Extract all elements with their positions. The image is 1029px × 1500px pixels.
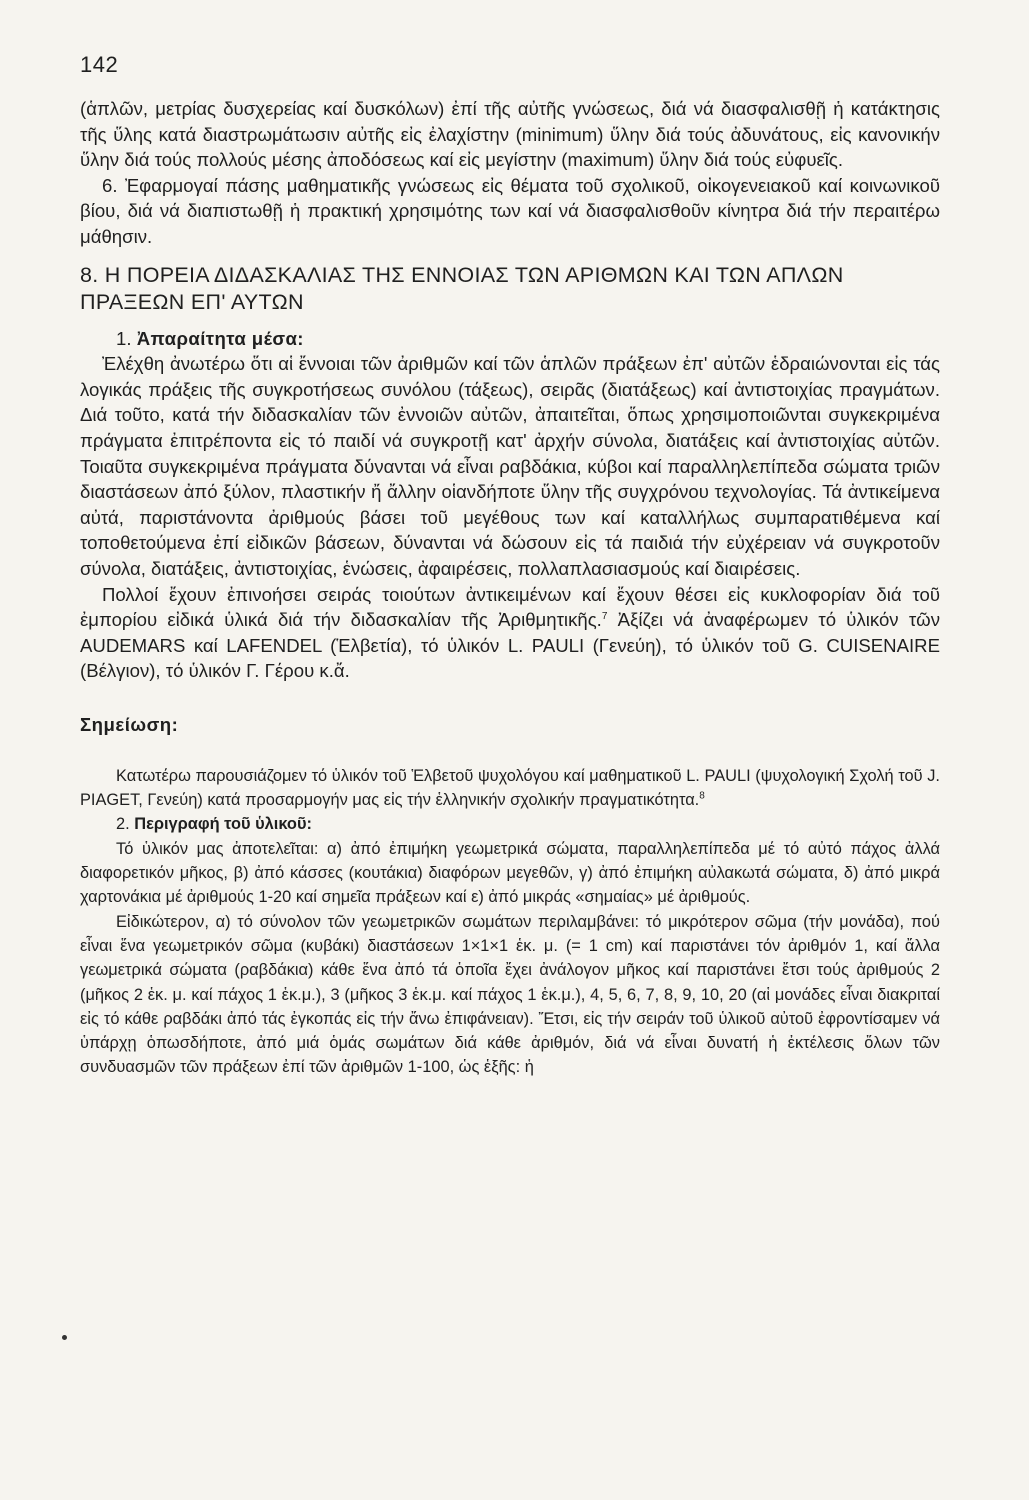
section-heading: 8. Η ΠΟΡΕΙΑ ΔΙΔΑΣΚΑΛΙΑΣ ΤΗΣ ΕΝΝΟΙΑΣ ΤΩΝ ΑΡΙΘΜΩΝ ΚΑΙ ΤΩΝ ΑΠΛΩΝ ΠΡΑΞΕΩΝ ΕΠ' ΑΥΤΩΝ (80, 262, 844, 314)
note-paragraph-text: Κατωτέρω παρουσιάζομεν τό ὑλικόν τοῦ Ἑλβετοῦ ψυχολόγου καί μαθηματικοῦ L. PAULI (ψυχολογική Σχολή τοῦ J. PIAGET, Γενεύη) κατά προσαρμογήν μας εἰς τήν ἑλληνικήν σχολικήν πραγματικότητα. (80, 766, 940, 810)
paragraph-materials-text: Πολλοί ἔχουν ἐπινοήσει σειράς τοιούτων ἀντικειμένων καί ἔχουν θέσει εἰς κυκλοφορίαν διά τοῦ ἐμπορίου εἰδικά ὑλικά διά τήν διδασκαλίαν τῆς Ἀριθμητικῆς. (80, 583, 940, 631)
book-page (80, 52, 940, 1080)
paragraph-materials (80, 582, 940, 684)
note-paragraph (80, 764, 940, 813)
paragraph-means: Ἐλέχθη ἀνωτέρω ὅτι αἱ ἔννοιαι τῶν ἀριθμῶν καί τῶν ἁπλῶν πράξεων ἐπ' αὐτῶν ἑδραιώνονται εἰς τάς λογικάς πράξεις τῆς συγκροτήσεως συνόλου (τάξεως), σειρᾶς (διατάξεως) καί ἀντιστοιχίας πραγμάτων. Διά τοῦτο, κατά τήν διδασκαλίαν τῶν ἐννοιῶν αὐτῶν, ἀπαιτεῖται, ὅπως χρησιμοποιῶνται συγκεκριμένα πράγματα ἐπιτρέποντα εἰς τό παιδί νά συγκροτῇ κατ' ἀρχήν σύνολα, διατάξεις καί ἀντιστοιχίας αὐτῶν. Τοιαῦτα συγκεκριμένα πράγματα δύνανται νά εἶναι ραβδάκια, κύβοι καί παραλληλεπίπεδα σώματα τριῶν διαστάσεων ἀπό ξύλον, πλαστικήν ἤ ἄλλην οἱανδήποτε ὕλην τῆς συγχρόνου τεχνολογίας. Τά ἀντικείμενα αὐτά, παριστάνοντα ἀριθμούς βάσει τοῦ μεγέθους των καί καταλλήλως συμπαρατιθέμενα καί τοποθετούμενα ἐπί εἰδικῶν βάσεων, δύνανται νά δώσουν εἰς τά παιδιά τήν εὐχέρειαν νά συγκροτοῦν σύνολα, διατάξεις, ἀντιστοιχίας, ἑνώσεις, ἀφαιρέσεις, πολλαπλασιασμούς καί διαιρέσεις. (80, 353, 940, 579)
subsection-2-number: 2. (116, 815, 130, 834)
subsection-1-label: Ἀπαραίτητα μέσα: (136, 327, 304, 349)
paragraph-continuation: (ἁπλῶν, μετρίας δυσχερείας καί δυσκόλων) ἐπί τῆς αὐτῆς γνώσεως, διά νά διασφαλισθῇ ἡ κατάκτησις τῆς ὕλης κατά διαστρωμάτωσιν αὐτῆς εἰς ἐλαχίστην (minimum) ὕλην διά τούς ἀδυνάτους, εἰς κανονικήν ὕλην διά τούς πολλούς μέσης ἀποδόσεως καί εἰς μεγίστην (maximum) ὕλην διά τούς εὐφυεῖς. (80, 98, 940, 171)
subsection-2-title (80, 812, 940, 836)
paragraph-material-list: Τό ὑλικόν μας ἀποτελεῖται: α) ἀπό ἐπιμήκη γεωμετρικά σώματα, παραλληλεπίπεδα μέ τό αὐτό πάχος ἀλλά διαφορετικόν μῆκος, β) ἀπό κάσσες (κουτάκια) διαφόρων μεγεθῶν, γ) ἀπό ἐπιμήκη αὐλακωτά σώματα, δ) ἀπό μικρά χαρτονάκια μέ ἀριθμούς 1-20 καί σημεῖα πράξεων καί ε) ἀπό μικράς «σημαίας» μέ ἀριθμούς. (80, 839, 940, 907)
subsection-2-label: Περιγραφή τοῦ ὑλικοῦ: (134, 815, 312, 834)
subsection-1-title (80, 326, 940, 352)
margin-dot (62, 1335, 67, 1340)
footnote-ref-7: 7 (601, 610, 608, 622)
paragraph-materials-text-2: Ἀξίζει νά ἀναφέρωμεν τό ὑλικόν τῶν AUDEMARS καί LAFENDEL (Ἑλβετία), τό ὑλικόν L. PAULI (Γενεύη), τό ὑλικόν τοῦ G. CUISENAIRE (Βέλγιον), τό ὑλικόν Γ. Γέρου κ.ἄ. (80, 609, 940, 682)
paragraph-item-6: 6. Ἐφαρμογαί πάσης μαθηματικῆς γνώσεως εἰς θέματα τοῦ σχολικοῦ, οἰκογενειακοῦ καί κοινωνικοῦ βίου, διά νά διαπιστωθῇ ἡ πρακτική χρησιμότης των καί νά διασφαλισθοῦν κίνητρα διά τήν περαιτέρω μάθησιν. (80, 174, 940, 247)
note-heading: Σημείωση: (80, 713, 179, 735)
paragraph-material-details: Εἰδικώτερον, α) τό σύνολον τῶν γεωμετρικῶν σωμάτων περιλαμβάνει: τό μικρότερον σῶμα (τήν μονάδα), πού εἶναι ἕνα γεωμετρικόν σῶμα (κυβάκι) διαστάσεων 1×1×1 ἑκ. μ. (= 1 cm) καί παριστάνει τόν ἀριθμόν 1, καί ἄλλα γεωμετρικά σώματα (ραβδάκια) κάθε ἕνα ἀπό τά ὁποῖα ἔχει ἀνάλογον μῆκος καί παριστάνει ἔτσι τούς ἀριθμούς 2 (μῆκος 2 ἑκ. μ. καί πάχος 1 ἑκ.μ.), 3 (μῆκος 3 ἑκ.μ. καί πάχος 1 ἑκ.μ.), 4, 5, 6, 7, 8, 9, 10, 20 (αἱ μονάδες εἶναι διακριταί εἰς τό κάθε ραβδάκι ἀπό τάς ἐγκοπάς εἰς τήν ἄνω ἐπιφάνειαν). Ἔτσι, εἰς τήν σειράν τοῦ ὑλικοῦ αὐτοῦ ἐφροντίσαμεν νά ὑπάρχῃ ὁπωσδήποτε, ἀπό μιά ὁμάς σωμάτων διά κάθε ἀριθμόν, διά νά εἶναι δυνατή ἡ ἐκτέλεσις ὅλων τῶν συνδυασμῶν τῶν πράξεων ἐπί τῶν ἀριθμῶν 1-100, ὡς ἑξῆς: ἡ (80, 912, 940, 1077)
footnote-ref-8: 8 (699, 790, 705, 802)
subsection-1-number: 1. (116, 327, 132, 349)
page-number: 142 (80, 52, 119, 77)
